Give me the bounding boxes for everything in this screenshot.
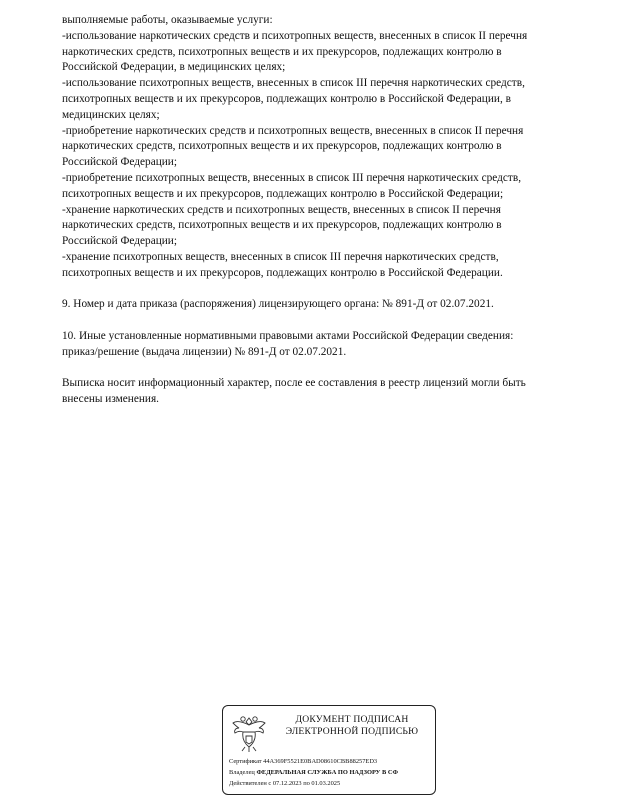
item-10-line-2: приказ/решение (выдача лицензии) № 891-Д от 02.07.2021. <box>62 345 347 358</box>
text-line: наркотических средств, психотропных веществ и их прекурсоров, подлежащих контролю в <box>62 140 502 153</box>
text-line: психотропных веществ и их прекурсоров, подлежащих контролю в Российской Федерации. <box>62 266 503 279</box>
paragraph-gap <box>62 361 602 377</box>
owner-value: ФЕДЕРАЛЬНАЯ СЛУЖБА ПО НАДЗОРУ В СФ <box>256 769 398 776</box>
text-line: наркотических средств, психотропных веществ и их прекурсоров, подлежащих контролю в <box>62 45 502 58</box>
text-line: Российской Федерации; <box>62 235 177 248</box>
item-10-line-1: 10. Иные установленные нормативными правовыми актами Российской Федерации сведения: <box>62 329 514 342</box>
coat-of-arms-icon <box>229 712 269 754</box>
electronic-signature-stamp <box>222 705 436 795</box>
text-line: психотропных веществ и их прекурсоров, подлежащих контролю в Российской Федерации; <box>62 187 504 200</box>
certificate-value: 44A369F5521E0BAD08610CBB88257ED3 <box>263 758 378 765</box>
owner-row <box>229 769 398 777</box>
text-line: -хранение психотропных веществ, внесенных в список III перечня наркотических средств, <box>62 250 499 263</box>
stamp-title <box>275 714 429 738</box>
item-9: 9. Номер и дата приказа (распоряжения) лицензирующего органа: № 891-Д от 02.07.2021. <box>62 298 494 311</box>
certificate-row <box>229 758 377 766</box>
text-line: -приобретение наркотических средств и психотропных веществ, внесенных в список II перечня <box>62 124 524 137</box>
note-line-2: внесены изменения. <box>62 393 159 406</box>
paragraph-gap <box>62 282 602 298</box>
text-line: психотропных веществ и их прекурсоров, подлежащих контролю в Российской Федерации, в <box>62 92 511 105</box>
text-line: -использование наркотических средств и психотропных веществ, внесенных в список II перечня <box>62 29 528 42</box>
stamp-title-line-1: ДОКУМЕНТ ПОДПИСАН <box>295 714 409 725</box>
certificate-label: Сертификат <box>229 758 262 765</box>
document-body <box>62 13 602 408</box>
text-line: Российской Федерации; <box>62 156 177 169</box>
paragraph-gap <box>62 313 602 329</box>
text-line: -использование психотропных веществ, внесенных в список III перечня наркотических средств, <box>62 77 525 90</box>
text-line: Российской Федерации, в медицинских целях; <box>62 61 286 74</box>
note-line-1: Выписка носит информационный характер, после ее составления в реестр лицензий могли быть <box>62 377 526 390</box>
text-line: выполняемые работы, оказываемые услуги: <box>62 14 273 26</box>
text-line: наркотических средств, психотропных веществ и их прекурсоров, подлежащих контролю в <box>62 219 502 232</box>
owner-label: Владелец <box>229 769 255 776</box>
text-line: -хранение наркотических средств и психотропных веществ, внесенных в список II перечня <box>62 203 501 216</box>
text-line: медицинских целях; <box>62 108 160 121</box>
validity-row: Действителен с 07.12.2023 по 01.03.2025 <box>229 780 341 787</box>
text-line: -приобретение психотропных веществ, внесенных в список III перечня наркотических средств, <box>62 171 522 184</box>
stamp-title-line-2: ЭЛЕКТРОННОЙ ПОДПИСЬЮ <box>285 726 419 737</box>
